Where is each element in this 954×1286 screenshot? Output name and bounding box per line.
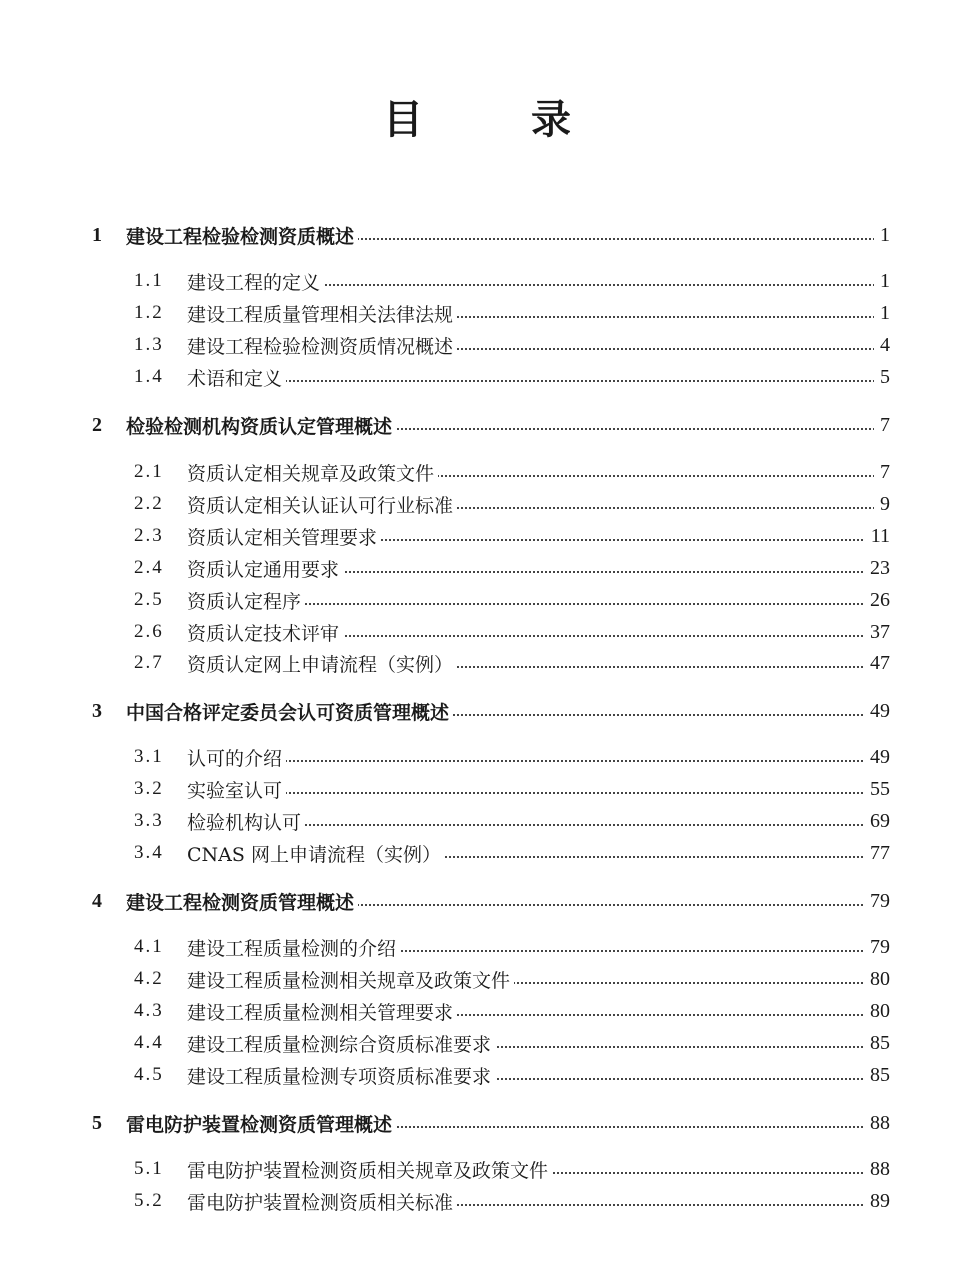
toc-dot-leader bbox=[190, 792, 890, 794]
toc-section-entry bbox=[0, 1028, 954, 1058]
toc-entry-title: 认可的介绍 bbox=[187, 744, 286, 771]
toc-section-entry bbox=[0, 617, 954, 647]
toc-page-number: 55 bbox=[864, 778, 890, 801]
toc-entry-title: 资质认定程序 bbox=[187, 587, 305, 614]
toc-entry-title: 建设工程质量检测专项资质标准要求 bbox=[187, 1062, 495, 1089]
toc-chapter-entry bbox=[0, 886, 954, 916]
title-char-1: 目 bbox=[383, 96, 423, 143]
toc-entry-title: 雷电防护装置检测资质相关标准 bbox=[187, 1188, 457, 1215]
toc-entry-title: 资质认定相关认证认可行业标准 bbox=[187, 491, 457, 518]
toc-chapter-entry bbox=[0, 410, 954, 440]
toc-entry-number: 2.3 bbox=[134, 525, 164, 546]
toc-section-entry bbox=[0, 553, 954, 583]
toc-entry-number: 3.4 bbox=[134, 842, 164, 863]
toc-entry-title: 实验室认可 bbox=[187, 776, 286, 803]
toc-entry-number: 3.2 bbox=[134, 778, 164, 799]
toc-page-number: 80 bbox=[864, 1000, 890, 1023]
toc-chapter-entry bbox=[0, 1108, 954, 1138]
toc-entry-number: 2.5 bbox=[134, 589, 164, 610]
toc-page-number: 69 bbox=[864, 810, 890, 833]
toc-section-entry bbox=[0, 996, 954, 1026]
toc-page-number: 26 bbox=[864, 589, 890, 612]
toc-section-entry bbox=[0, 964, 954, 994]
toc-page-number: 80 bbox=[864, 968, 890, 991]
toc-section-entry bbox=[0, 489, 954, 519]
toc-entry-number: 3 bbox=[92, 699, 102, 722]
toc-entry-title: 建设工程检验检测资质概述 bbox=[126, 222, 358, 249]
toc-entry-title: 建设工程检测资质管理概述 bbox=[126, 888, 358, 915]
toc-section-entry bbox=[0, 298, 954, 328]
toc-page-number: 7 bbox=[874, 414, 890, 437]
toc-entry-number: 3.1 bbox=[134, 746, 164, 767]
toc-section-entry bbox=[0, 838, 954, 868]
toc-section-entry bbox=[0, 1154, 954, 1184]
toc-chapter-entry bbox=[0, 696, 954, 726]
toc-page-number: 79 bbox=[864, 936, 890, 959]
title-char-2: 录 bbox=[531, 96, 571, 143]
toc-page-number: 88 bbox=[864, 1112, 890, 1135]
toc-entry-title: 资质认定网上申请流程（实例） bbox=[187, 650, 457, 677]
toc-entry-number: 2 bbox=[92, 413, 102, 436]
toc-section-entry bbox=[0, 774, 954, 804]
page-title bbox=[0, 88, 954, 145]
toc-section-entry bbox=[0, 1060, 954, 1090]
toc-entry-number: 5.1 bbox=[134, 1158, 164, 1179]
toc-page-number: 89 bbox=[864, 1190, 890, 1213]
toc-entry-number: 1 bbox=[92, 223, 102, 246]
toc-entry-number: 5 bbox=[92, 1111, 102, 1134]
toc-entry-title: 建设工程质量检测综合资质标准要求 bbox=[187, 1030, 495, 1057]
toc-page-number: 1 bbox=[874, 302, 890, 325]
toc-section-entry bbox=[0, 648, 954, 678]
toc-chapter-entry bbox=[0, 220, 954, 250]
toc-entry-number: 2.6 bbox=[134, 621, 164, 642]
toc-entry-number: 2.1 bbox=[134, 461, 164, 482]
toc-section-entry bbox=[0, 806, 954, 836]
toc-entry-title: 建设工程的定义 bbox=[187, 268, 324, 295]
toc-section-entry bbox=[0, 457, 954, 487]
toc-page-number: 49 bbox=[864, 746, 890, 769]
toc-entry-number: 4.2 bbox=[134, 968, 164, 989]
toc-entry-number: 3.3 bbox=[134, 810, 164, 831]
toc-page-number: 37 bbox=[864, 621, 890, 644]
toc-page-number: 85 bbox=[864, 1032, 890, 1055]
toc-entry-number: 1.2 bbox=[134, 302, 164, 323]
toc-section-entry bbox=[0, 585, 954, 615]
toc-entry-title: 中国合格评定委员会认可资质管理概述 bbox=[126, 698, 453, 725]
toc-entry-number: 4.3 bbox=[134, 1000, 164, 1021]
toc-page-number: 1 bbox=[874, 224, 890, 247]
toc-page-number: 47 bbox=[864, 652, 890, 675]
toc-page-number: 11 bbox=[865, 525, 890, 548]
toc-entry-title: 雷电防护装置检测资质管理概述 bbox=[126, 1110, 396, 1137]
toc-section-entry bbox=[0, 932, 954, 962]
toc-entry-number: 4.1 bbox=[134, 936, 164, 957]
toc-page-number: 49 bbox=[864, 700, 890, 723]
toc-page-number: 5 bbox=[874, 366, 890, 389]
toc-entry-title: 检验机构认可 bbox=[187, 808, 305, 835]
toc-entry-number: 5.2 bbox=[134, 1190, 164, 1211]
toc-entry-number: 4.4 bbox=[134, 1032, 164, 1053]
toc-entry-number: 1.1 bbox=[134, 270, 164, 291]
toc-entry-title: 建设工程质量检测相关规章及政策文件 bbox=[187, 966, 514, 993]
toc-entry-title: CNAS 网上申请流程（实例） bbox=[187, 840, 445, 867]
toc-entry-title: 雷电防护装置检测资质相关规章及政策文件 bbox=[187, 1156, 552, 1183]
toc-section-entry bbox=[0, 742, 954, 772]
toc-entry-title: 资质认定相关规章及政策文件 bbox=[187, 459, 438, 486]
toc-entry-number: 1.3 bbox=[134, 334, 164, 355]
toc-entry-title: 建设工程质量管理相关法律法规 bbox=[187, 300, 457, 327]
toc-page-number: 79 bbox=[864, 890, 890, 913]
toc-entry-title: 建设工程检验检测资质情况概述 bbox=[187, 332, 457, 359]
toc-page-number: 1 bbox=[874, 270, 890, 293]
toc-dot-leader bbox=[190, 380, 890, 382]
toc-entry-title: 建设工程质量检测的介绍 bbox=[187, 934, 400, 961]
toc-entry-number: 2.4 bbox=[134, 557, 164, 578]
toc-section-entry bbox=[0, 521, 954, 551]
toc-page-number: 7 bbox=[874, 461, 890, 484]
toc-section-entry bbox=[0, 362, 954, 392]
toc-entry-number: 4 bbox=[92, 889, 102, 912]
toc-entry-title: 资质认定技术评审 bbox=[187, 619, 343, 646]
toc-entry-number: 2.7 bbox=[134, 652, 164, 673]
toc-entry-number: 4.5 bbox=[134, 1064, 164, 1085]
toc-page-number: 23 bbox=[864, 557, 890, 580]
toc-page-number: 85 bbox=[864, 1064, 890, 1087]
toc-entry-title: 资质认定相关管理要求 bbox=[187, 523, 381, 550]
toc-entry-number: 2.2 bbox=[134, 493, 164, 514]
toc-entry-title: 术语和定义 bbox=[187, 364, 286, 391]
toc-page-number: 4 bbox=[874, 334, 890, 357]
toc-dot-leader bbox=[190, 760, 890, 762]
toc-entry-title: 建设工程质量检测相关管理要求 bbox=[187, 998, 457, 1025]
toc-page-number: 77 bbox=[864, 842, 890, 865]
toc-page-number: 9 bbox=[874, 493, 890, 516]
toc-section-entry bbox=[0, 330, 954, 360]
toc-section-entry bbox=[0, 266, 954, 296]
toc-page-number: 88 bbox=[864, 1158, 890, 1181]
toc-section-entry bbox=[0, 1186, 954, 1216]
toc-entry-title: 资质认定通用要求 bbox=[187, 555, 343, 582]
toc-entry-title: 检验检测机构资质认定管理概述 bbox=[126, 412, 396, 439]
toc-entry-number: 1.4 bbox=[134, 366, 164, 387]
